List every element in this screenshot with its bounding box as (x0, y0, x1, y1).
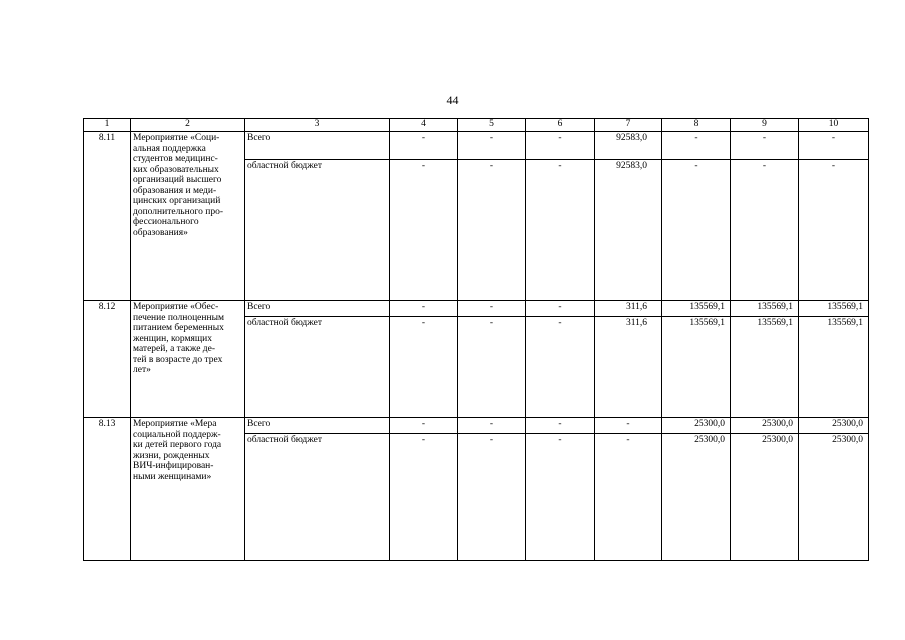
row-number: 8.13 (84, 418, 131, 561)
header-cell: 4 (390, 119, 458, 132)
measure-description (131, 418, 245, 561)
value-cell: 135569,1 (731, 317, 799, 418)
row-number: 8.11 (84, 132, 131, 301)
value-cell: - (458, 317, 526, 418)
value-cell: - (662, 132, 731, 160)
header-cell: 5 (458, 119, 526, 132)
value-cell: 311,6 (595, 317, 662, 418)
header-cell: 6 (526, 119, 595, 132)
value-cell: - (799, 160, 869, 301)
header-cell: 3 (245, 119, 390, 132)
value-cell: - (526, 418, 595, 434)
value-cell: - (458, 301, 526, 317)
value-cell: 135569,1 (799, 301, 869, 317)
value-cell: - (458, 160, 526, 301)
value-cell: - (458, 132, 526, 160)
table-row (84, 418, 869, 434)
value-cell: 135569,1 (731, 301, 799, 317)
value-cell: 25300,0 (799, 418, 869, 434)
header-cell: 10 (799, 119, 869, 132)
value-cell: - (458, 418, 526, 434)
budget-table (83, 118, 869, 561)
value-cell: - (526, 301, 595, 317)
funding-category: Всего (245, 132, 390, 160)
measure-description (131, 301, 245, 418)
value-cell: - (390, 160, 458, 301)
value-cell: 25300,0 (662, 434, 731, 561)
value-cell: - (595, 418, 662, 434)
value-cell: - (458, 434, 526, 561)
funding-category: Всего (245, 418, 390, 434)
measure-text: Мероприятие «Обес- печение полноценным питанием беременных женщин, кормящих матерей, а также де- тей в возрасте до трех лет» (133, 302, 224, 375)
funding-category: областной бюджет (245, 317, 390, 418)
header-cell: 8 (662, 119, 731, 132)
value-cell: 311,6 (595, 301, 662, 317)
measure-text: Мероприятие «Мера социальной поддерж- ки детей первого года жизни, рожденных ВИЧ-инфицирован- ными женщинами» (133, 419, 222, 482)
header-cell: 1 (84, 119, 131, 132)
measure-description (131, 132, 245, 301)
value-cell: 135569,1 (662, 317, 731, 418)
table-row (84, 132, 869, 160)
value-cell: 25300,0 (799, 434, 869, 561)
table-row (84, 301, 869, 317)
measure-text: Мероприятие «Соци- альная поддержка студентов медицинс- ких образовательных организаций высшего образования и меди- цинских организаций дополнительного про- фессионального образования» (133, 133, 224, 238)
value-cell: - (390, 434, 458, 561)
header-cell: 7 (595, 119, 662, 132)
value-cell: 135569,1 (662, 301, 731, 317)
value-cell: - (662, 160, 731, 301)
value-cell: - (526, 160, 595, 301)
row-number: 8.12 (84, 301, 131, 418)
value-cell: 25300,0 (662, 418, 731, 434)
funding-category: Всего (245, 301, 390, 317)
value-cell: - (526, 132, 595, 160)
value-cell: - (390, 317, 458, 418)
value-cell: - (731, 160, 799, 301)
value-cell: - (595, 434, 662, 561)
value-cell: - (526, 317, 595, 418)
value-cell: - (731, 132, 799, 160)
value-cell: - (390, 301, 458, 317)
header-cell: 9 (731, 119, 799, 132)
header-row (84, 119, 869, 132)
value-cell: 135569,1 (799, 317, 869, 418)
funding-category: областной бюджет (245, 160, 390, 301)
page-number: 44 (446, 93, 459, 107)
value-cell: 92583,0 (595, 132, 662, 160)
header-cell: 2 (131, 119, 245, 132)
value-cell: - (799, 132, 869, 160)
funding-category: областной бюджет (245, 434, 390, 561)
value-cell: 92583,0 (595, 160, 662, 301)
value-cell: - (390, 132, 458, 160)
value-cell: 25300,0 (731, 434, 799, 561)
value-cell: - (526, 434, 595, 561)
value-cell: - (390, 418, 458, 434)
value-cell: 25300,0 (731, 418, 799, 434)
